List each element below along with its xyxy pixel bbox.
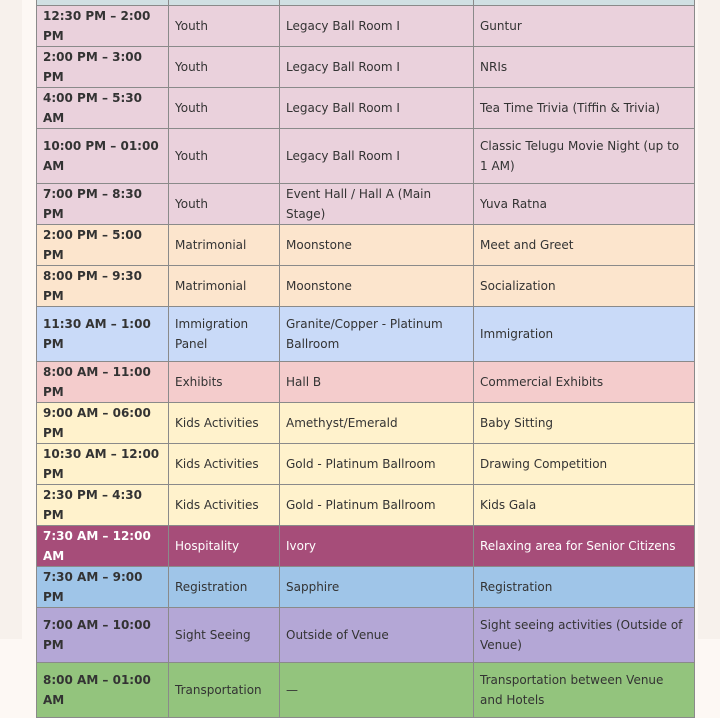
category-cell: Immigration Panel xyxy=(169,307,280,362)
category-cell: Hospitality xyxy=(169,526,280,567)
time-cell: 11:30 AM – 1:00 PM xyxy=(37,307,169,362)
schedule-row xyxy=(37,444,695,485)
category-cell: Youth xyxy=(169,6,280,47)
category-cell: Sight Seeing xyxy=(169,608,280,663)
schedule-row xyxy=(37,266,695,307)
location-cell: Granite/Copper - Platinum Ballroom xyxy=(280,307,474,362)
event-cell: Sight seeing activities (Outside of Venue) xyxy=(474,608,695,663)
location-cell: Outside of Venue xyxy=(280,608,474,663)
event-cell: Registration xyxy=(474,567,695,608)
event-cell: Immigration xyxy=(474,307,695,362)
event-cell: NRIs xyxy=(474,47,695,88)
location-cell: Moonstone xyxy=(280,266,474,307)
right-margin xyxy=(698,0,720,639)
event-cell: Classic Telugu Movie Night (up to 1 AM) xyxy=(474,129,695,184)
location-cell: Sapphire xyxy=(280,567,474,608)
time-cell: 8:00 AM – 01:00 AM xyxy=(37,663,169,718)
category-cell: Youth xyxy=(169,184,280,225)
location-cell: Legacy Ball Room I xyxy=(280,6,474,47)
location-cell: Event Hall / Hall A (Main Stage) xyxy=(280,184,474,225)
schedule-row xyxy=(37,47,695,88)
schedule-row xyxy=(37,88,695,129)
schedule-row xyxy=(37,608,695,663)
schedule-row xyxy=(37,362,695,403)
time-cell: 10:00 PM – 01:00 AM xyxy=(37,129,169,184)
schedule-row xyxy=(37,567,695,608)
schedule-row xyxy=(37,6,695,47)
schedule-row xyxy=(37,129,695,184)
category-cell: Registration xyxy=(169,567,280,608)
time-cell: 10:30 AM – 12:00 PM xyxy=(37,444,169,485)
category-cell: Youth xyxy=(169,47,280,88)
event-cell: Transportation between Venue and Hotels xyxy=(474,663,695,718)
location-cell: Moonstone xyxy=(280,225,474,266)
event-cell: Tea Time Trivia (Tiffin & Trivia) xyxy=(474,88,695,129)
event-cell: Baby Sitting xyxy=(474,403,695,444)
event-cell: Socialization xyxy=(474,266,695,307)
schedule-row xyxy=(37,307,695,362)
category-cell: Youth xyxy=(169,129,280,184)
time-cell: 12:30 PM – 2:00 PM xyxy=(37,6,169,47)
schedule-row xyxy=(37,403,695,444)
location-cell: Legacy Ball Room I xyxy=(280,88,474,129)
category-cell: Kids Activities xyxy=(169,485,280,526)
schedule-row xyxy=(37,184,695,225)
time-cell: 7:00 PM – 8:30 PM xyxy=(37,184,169,225)
category-cell: Exhibits xyxy=(169,362,280,403)
time-cell: 7:30 AM – 12:00 AM xyxy=(37,526,169,567)
time-cell: 2:30 PM – 4:30 PM xyxy=(37,485,169,526)
event-cell: Yuva Ratna xyxy=(474,184,695,225)
category-cell: Kids Activities xyxy=(169,444,280,485)
category-cell: Matrimonial xyxy=(169,266,280,307)
location-cell: — xyxy=(280,663,474,718)
event-cell: Meet and Greet xyxy=(474,225,695,266)
schedule-table xyxy=(36,0,695,718)
event-cell: Kids Gala xyxy=(474,485,695,526)
time-cell: 2:00 PM – 3:00 PM xyxy=(37,47,169,88)
schedule-row xyxy=(37,526,695,567)
time-cell: 4:00 PM – 5:30 AM xyxy=(37,88,169,129)
schedule-row xyxy=(37,485,695,526)
location-cell: Hall B xyxy=(280,362,474,403)
event-cell: Commercial Exhibits xyxy=(474,362,695,403)
category-cell: Transportation xyxy=(169,663,280,718)
schedule-row xyxy=(37,225,695,266)
location-cell: Legacy Ball Room I xyxy=(280,47,474,88)
location-cell: Gold - Platinum Ballroom xyxy=(280,485,474,526)
location-cell: Ivory xyxy=(280,526,474,567)
time-cell: 2:00 PM – 5:00 PM xyxy=(37,225,169,266)
event-cell: Drawing Competition xyxy=(474,444,695,485)
time-cell: 8:00 PM – 9:30 PM xyxy=(37,266,169,307)
location-cell: Legacy Ball Room I xyxy=(280,129,474,184)
left-margin xyxy=(0,0,22,639)
schedule-body xyxy=(37,0,695,718)
category-cell: Youth xyxy=(169,88,280,129)
event-cell: Relaxing area for Senior Citizens xyxy=(474,526,695,567)
category-cell: Kids Activities xyxy=(169,403,280,444)
schedule-row xyxy=(37,663,695,718)
time-cell: 8:00 AM – 11:00 PM xyxy=(37,362,169,403)
location-cell: Amethyst/Emerald xyxy=(280,403,474,444)
event-cell: Guntur xyxy=(474,6,695,47)
time-cell: 7:30 AM – 9:00 PM xyxy=(37,567,169,608)
time-cell: 9:00 AM – 06:00 PM xyxy=(37,403,169,444)
location-cell: Gold - Platinum Ballroom xyxy=(280,444,474,485)
time-cell: 7:00 AM – 10:00 PM xyxy=(37,608,169,663)
category-cell: Matrimonial xyxy=(169,225,280,266)
